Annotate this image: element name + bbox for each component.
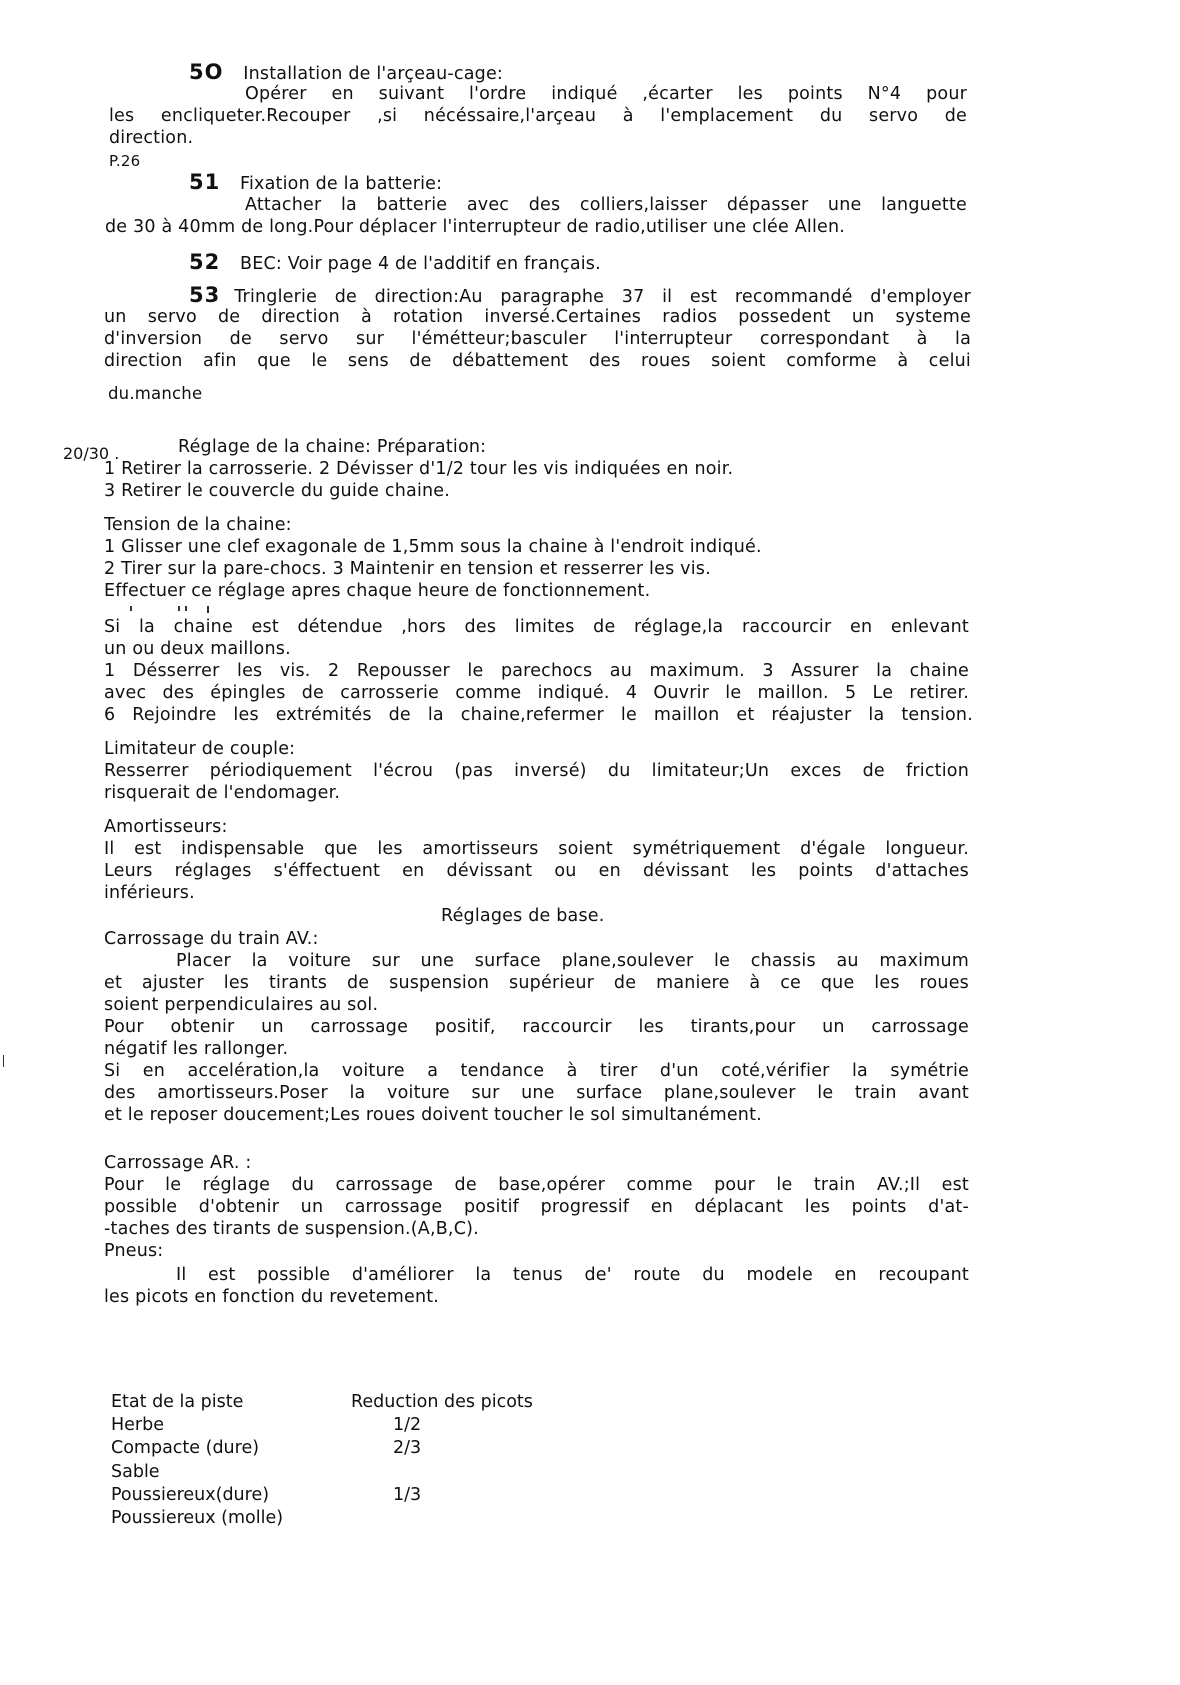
paragraph-line: un ou deux maillons.	[104, 639, 291, 659]
paragraph-line: soient perpendiculaires au sol.	[104, 995, 379, 1015]
section-number: 52	[189, 250, 221, 274]
paragraph-line: avec des épingles de carrosserie comme indiqué. 4 Ouvrir le maillon. 5 Le retirer.	[104, 683, 969, 703]
table-row	[111, 1484, 653, 1507]
paragraph-line: Opérer en suivant l'ordre indiqué ,écarter les points N°4 pour	[245, 84, 967, 104]
paragraph-line: d'inversion de servo sur l'émétteur;basculer l'interrupteur correspondant à la	[104, 329, 971, 349]
front-camber-heading: Carrossage du train AV.:	[104, 929, 319, 949]
table-cell: 2/3	[393, 1438, 422, 1459]
table-cell: 1/3	[393, 1484, 422, 1505]
paragraph-line: 2 Tirer sur la pare-chocs. 3 Maintenir en tension et resserrer les vis.	[104, 559, 711, 579]
paragraph-line: Pour le réglage du carrossage de base,opérer comme pour le train AV.;Il est	[104, 1175, 969, 1195]
paragraph-line: et ajuster les tirants de suspension supérieur de maniere à ce que les roues	[104, 973, 969, 993]
section-50-heading	[189, 61, 503, 85]
table-header-row	[111, 1391, 653, 1414]
table-cell: 1/2	[393, 1415, 422, 1436]
scan-speck	[207, 606, 209, 613]
paragraph-line: direction afin que le sens de débattement des roues soient comforme à celui	[104, 351, 971, 371]
table-row	[111, 1461, 653, 1484]
paragraph-line: les picots en fonction du revetement.	[104, 1287, 440, 1307]
table-cell: Compacte (dure)	[111, 1438, 260, 1459]
table-cell: Sable	[111, 1461, 160, 1482]
section-52-heading	[189, 251, 601, 275]
scan-speck	[185, 606, 187, 611]
section-title: Installation de l'arçeau-cage:	[243, 64, 504, 84]
page-reference: P.26	[109, 152, 141, 170]
section-number: 53	[189, 283, 221, 307]
base-settings-heading: Réglages de base.	[441, 906, 605, 926]
limiter-heading: Limitateur de couple:	[104, 739, 296, 759]
section-number: 51	[189, 170, 221, 194]
table-cell	[351, 1461, 653, 1484]
paragraph-line: inférieurs.	[104, 883, 195, 903]
table-row	[111, 1507, 653, 1530]
paragraph-line: 1 Retirer la carrosserie. 2 Dévisser d'1/2 tour les vis indiquées en noir.	[104, 459, 734, 479]
table-cell: Poussiereux (molle)	[111, 1508, 284, 1529]
section-title: Fixation de la batterie:	[240, 174, 443, 194]
shocks-heading: Amortisseurs:	[104, 817, 228, 837]
paragraph-line: Effectuer ce réglage apres chaque heure de fonctionnement.	[104, 581, 651, 601]
table-header: Reduction des picots	[351, 1392, 533, 1412]
tension-heading: Tension de la chaine:	[104, 515, 292, 535]
paragraph-line: direction.	[109, 128, 194, 148]
scan-speck	[178, 606, 180, 611]
paragraph-line: 6 Rejoindre les extrémités de la chaine,refermer le maillon et réajuster la tension.	[104, 705, 973, 725]
paragraph-line: risquerait de l'endomager.	[104, 783, 341, 803]
paragraph-line: et le reposer doucement;Les roues doivent toucher le sol simultanément.	[104, 1105, 762, 1125]
table-row	[111, 1437, 653, 1460]
paragraph-line: Resserrer périodiquement l'écrou (pas inversé) du limitateur;Un exces de friction	[104, 761, 969, 781]
paragraph-line: Pour obtenir un carrossage positif, raccourcir les tirants,pour un carrossage	[104, 1017, 969, 1037]
paragraph-line: un servo de direction à rotation inversé.Certaines radios possedent un systeme	[104, 307, 971, 327]
section-number: 5O	[189, 60, 224, 84]
paragraph-line: Placer la voiture sur une surface plane,soulever le chassis au maximum	[176, 951, 969, 971]
paragraph-line: Attacher la batterie avec des colliers,laisser dépasser une languette	[245, 195, 967, 215]
paragraph-line: de 30 à 40mm de long.Pour déplacer l'interrupteur de radio,utiliser une clée Allen.	[105, 217, 846, 237]
table-header: Etat de la piste	[111, 1392, 244, 1412]
table-cell: Herbe	[111, 1415, 164, 1436]
rear-camber-heading: Carrossage AR. :	[104, 1153, 252, 1173]
paragraph-line: Il est indispensable que les amortisseurs soient symétriquement d'égale longueur.	[104, 839, 969, 859]
section-53-heading	[189, 284, 971, 308]
track-condition-table	[111, 1391, 653, 1530]
scan-speck	[130, 606, 132, 611]
paragraph-line: du.manche	[108, 384, 203, 403]
paragraph-line: Il est possible d'améliorer la tenus de' route du modele en recoupant	[176, 1265, 969, 1285]
paragraph-line: Leurs réglages s'éffectuent en dévissant ou en dévissant les points d'attaches	[104, 861, 969, 881]
paragraph-line: les encliqueter.Recouper ,si nécéssaire,l'arçeau à l'emplacement du servo de	[109, 106, 967, 126]
paragraph-line: Si en accelération,la voiture a tendance à tirer d'un coté,vérifier la symétrie	[104, 1061, 969, 1081]
table-cell	[351, 1507, 653, 1530]
handwritten-margin-note: 20/30 .	[63, 444, 120, 463]
scan-mark	[3, 1055, 4, 1067]
paragraph-line: négatif les rallonger.	[104, 1039, 289, 1059]
paragraph-line: 1 Glisser une clef exagonale de 1,5mm sous la chaine à l'endroit indiqué.	[104, 537, 762, 557]
chain-heading: Réglage de la chaine: Préparation:	[178, 437, 487, 457]
table-cell: Poussiereux(dure)	[111, 1484, 270, 1505]
paragraph-line: possible d'obtenir un carrossage positif progressif en déplacant les points d'at-	[104, 1197, 969, 1217]
paragraph-line: 1 Désserrer les vis. 2 Repousser le parechocs au maximum. 3 Assurer la chaine	[104, 661, 969, 681]
section-51-heading	[189, 171, 442, 195]
paragraph-line: des amortisseurs.Poser la voiture sur une surface plane,soulever le train avant	[104, 1083, 969, 1103]
section-text: BEC: Voir page 4 de l'additif en français.	[240, 254, 601, 274]
tyres-heading: Pneus:	[104, 1241, 164, 1261]
paragraph-line: Si la chaine est détendue ,hors des limites de réglage,la raccourcir en enlevant	[104, 617, 969, 637]
table-row	[111, 1414, 653, 1437]
paragraph-line: -taches des tirants de suspension.(A,B,C).	[104, 1219, 479, 1239]
section-text: Tringlerie de direction:Au paragraphe 37 il est recommandé d'employer	[234, 287, 971, 307]
paragraph-line: 3 Retirer le couvercle du guide chaine.	[104, 481, 451, 501]
